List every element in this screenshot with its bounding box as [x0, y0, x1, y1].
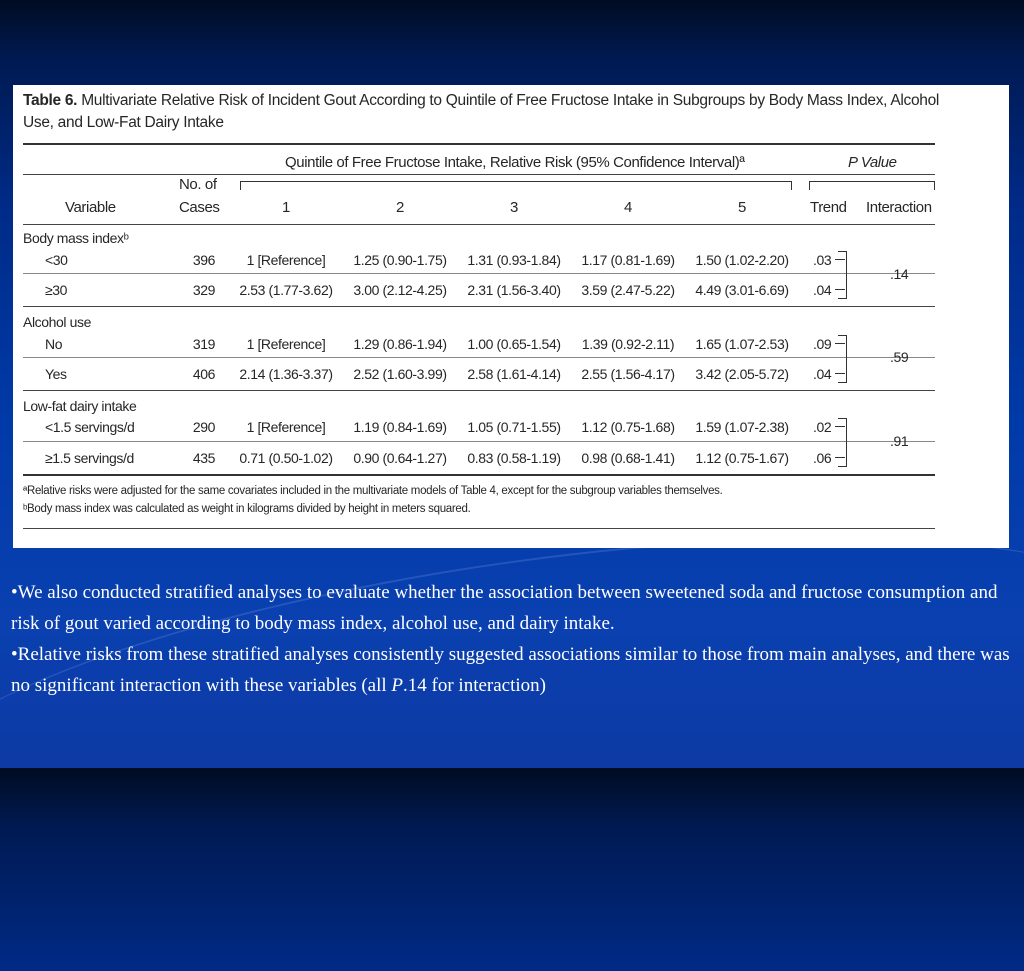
bullet-1: •We also conducted stratified analyses to evaluate whether the association between sweetened soda and fructose consumption and risk of gout varied according to body mass index, alcohol use, and dairy intake.	[11, 582, 998, 634]
table-caption-text: Multivariate Relative Risk of Incident Gout According to Quintile of Free Fructose Intake in Subgroups by Body Mass Index, Alcohol Use, and Low-Fat Dairy Intake	[23, 92, 940, 131]
footnote-b: ᵇBody mass index was calculated as weight in kilograms divided by height in meters squared.	[23, 503, 471, 515]
row-interaction: .91	[890, 433, 909, 449]
rule-top	[23, 143, 935, 145]
bullet-2-post: .14 for interaction)	[403, 675, 547, 696]
row-label: ≥30	[45, 282, 68, 298]
p-value-bracket	[809, 181, 935, 190]
group-label: Alcohol use	[23, 314, 91, 330]
row-q5: 4.49 (3.01-6.69)	[695, 282, 789, 298]
row-q5: 1.59 (1.07-2.38)	[695, 419, 789, 435]
row-label: <30	[45, 252, 68, 268]
col-interaction: Interaction	[866, 199, 932, 216]
row-label: Yes	[45, 366, 67, 382]
row-cases: 319	[192, 336, 216, 352]
p-bracket	[838, 335, 847, 383]
row-q5: 1.12 (0.75-1.67)	[695, 450, 789, 466]
row-q2: 3.00 (2.12-4.25)	[353, 282, 447, 298]
row-q1: 0.71 (0.50-1.02)	[239, 450, 333, 466]
row-q5: 1.50 (1.02-2.20)	[695, 252, 789, 268]
row-cases: 435	[192, 450, 216, 466]
p-bracket-tick	[835, 373, 845, 374]
row-q4: 2.55 (1.56-4.17)	[581, 366, 675, 382]
row-cases: 329	[192, 282, 216, 298]
row-q3: 2.31 (1.56-3.40)	[467, 282, 561, 298]
bullet-2-italic: P	[391, 675, 404, 696]
rule-header-bottom	[23, 224, 935, 225]
quintile-group-header: Quintile of Free Fructose Intake, Relative Risk (95% Confidence Interval)ª	[285, 154, 745, 171]
row-trend: .04	[813, 366, 832, 382]
row-label: No	[45, 336, 63, 352]
row-q2: 1.19 (0.84-1.69)	[353, 419, 447, 435]
row-cases: 290	[192, 419, 216, 435]
row-q1: 1 [Reference]	[246, 336, 326, 352]
p-value-header-text: P Value	[848, 154, 897, 171]
rule-bottom	[23, 528, 935, 529]
group-label: Body mass indexᵇ	[23, 230, 129, 246]
col-q5: 5	[738, 199, 746, 216]
table-image-panel	[13, 85, 1009, 548]
row-q5: 3.42 (2.05-5.72)	[695, 366, 789, 382]
group-divider	[23, 390, 935, 391]
row-label: <1.5 servings/d	[45, 419, 135, 435]
table-caption	[23, 90, 943, 134]
row-q2: 1.25 (0.90-1.75)	[353, 252, 447, 268]
bullet-text-block	[11, 577, 1016, 701]
row-divider	[23, 273, 935, 274]
col-q4: 4	[624, 199, 632, 216]
row-q3: 1.05 (0.71-1.55)	[467, 419, 561, 435]
gout-table	[13, 85, 1009, 548]
row-q2: 0.90 (0.64-1.27)	[353, 450, 447, 466]
p-bracket-tick	[835, 289, 845, 290]
bullet-2-pre: •Relative risks from these stratified analyses consistently suggested associations similar to those from main analyses, and there was no significant interaction with these variables (all	[11, 644, 1010, 696]
col-variable: Variable	[65, 199, 116, 216]
row-q3: 2.58 (1.61-4.14)	[467, 366, 561, 382]
row-trend: .04	[813, 282, 832, 298]
row-q3: 1.00 (0.65-1.54)	[467, 336, 561, 352]
row-interaction: .59	[890, 349, 909, 365]
row-q2: 2.52 (1.60-3.99)	[353, 366, 447, 382]
col-q1: 1	[282, 199, 290, 216]
row-cases: 406	[192, 366, 216, 382]
row-divider	[23, 441, 935, 442]
row-q1: 2.53 (1.77-3.62)	[239, 282, 333, 298]
table-caption-label: Table 6.	[23, 92, 78, 109]
row-q1: 2.14 (1.36-3.37)	[239, 366, 333, 382]
row-trend: .03	[813, 252, 832, 268]
row-q4: 1.39 (0.92-2.11)	[581, 336, 675, 352]
group-label: Low-fat dairy intake	[23, 398, 137, 414]
row-q5: 1.65 (1.07-2.53)	[695, 336, 789, 352]
p-value-header	[848, 155, 897, 171]
quintile-bracket	[240, 181, 792, 190]
row-q2: 1.29 (0.86-1.94)	[353, 336, 447, 352]
row-q3: 0.83 (0.58-1.19)	[467, 450, 561, 466]
p-bracket-tick	[835, 457, 845, 458]
rule-header-split	[23, 174, 935, 175]
p-bracket	[838, 418, 847, 467]
row-divider	[23, 357, 935, 358]
row-q3: 1.31 (0.93-1.84)	[467, 252, 561, 268]
row-q1: 1 [Reference]	[246, 252, 326, 268]
row-trend: .06	[813, 450, 832, 466]
col-trend: Trend	[810, 199, 847, 216]
row-cases: 396	[192, 252, 216, 268]
col-no-cases-1: No. of	[179, 176, 217, 193]
bullet-2	[11, 639, 1016, 701]
row-q4: 3.59 (2.47-5.22)	[581, 282, 675, 298]
p-bracket	[838, 251, 847, 299]
row-label: ≥1.5 servings/d	[45, 450, 134, 466]
row-trend: .09	[813, 336, 832, 352]
row-q4: 1.17 (0.81-1.69)	[581, 252, 675, 268]
row-interaction: .14	[890, 266, 909, 282]
col-q2: 2	[396, 199, 404, 216]
col-no-cases-2: Cases	[179, 199, 220, 216]
group-divider	[23, 306, 935, 307]
row-q4: 0.98 (0.68-1.41)	[581, 450, 675, 466]
footnote-a: ªRelative risks were adjusted for the same covariates included in the multivariate models of Table 4, except for the subgroup variables themselves.	[23, 485, 723, 497]
row-trend: .02	[813, 419, 832, 435]
row-q4: 1.12 (0.75-1.68)	[581, 419, 675, 435]
col-q3: 3	[510, 199, 518, 216]
row-q1: 1 [Reference]	[246, 419, 326, 435]
rule-body-bottom	[23, 474, 935, 476]
